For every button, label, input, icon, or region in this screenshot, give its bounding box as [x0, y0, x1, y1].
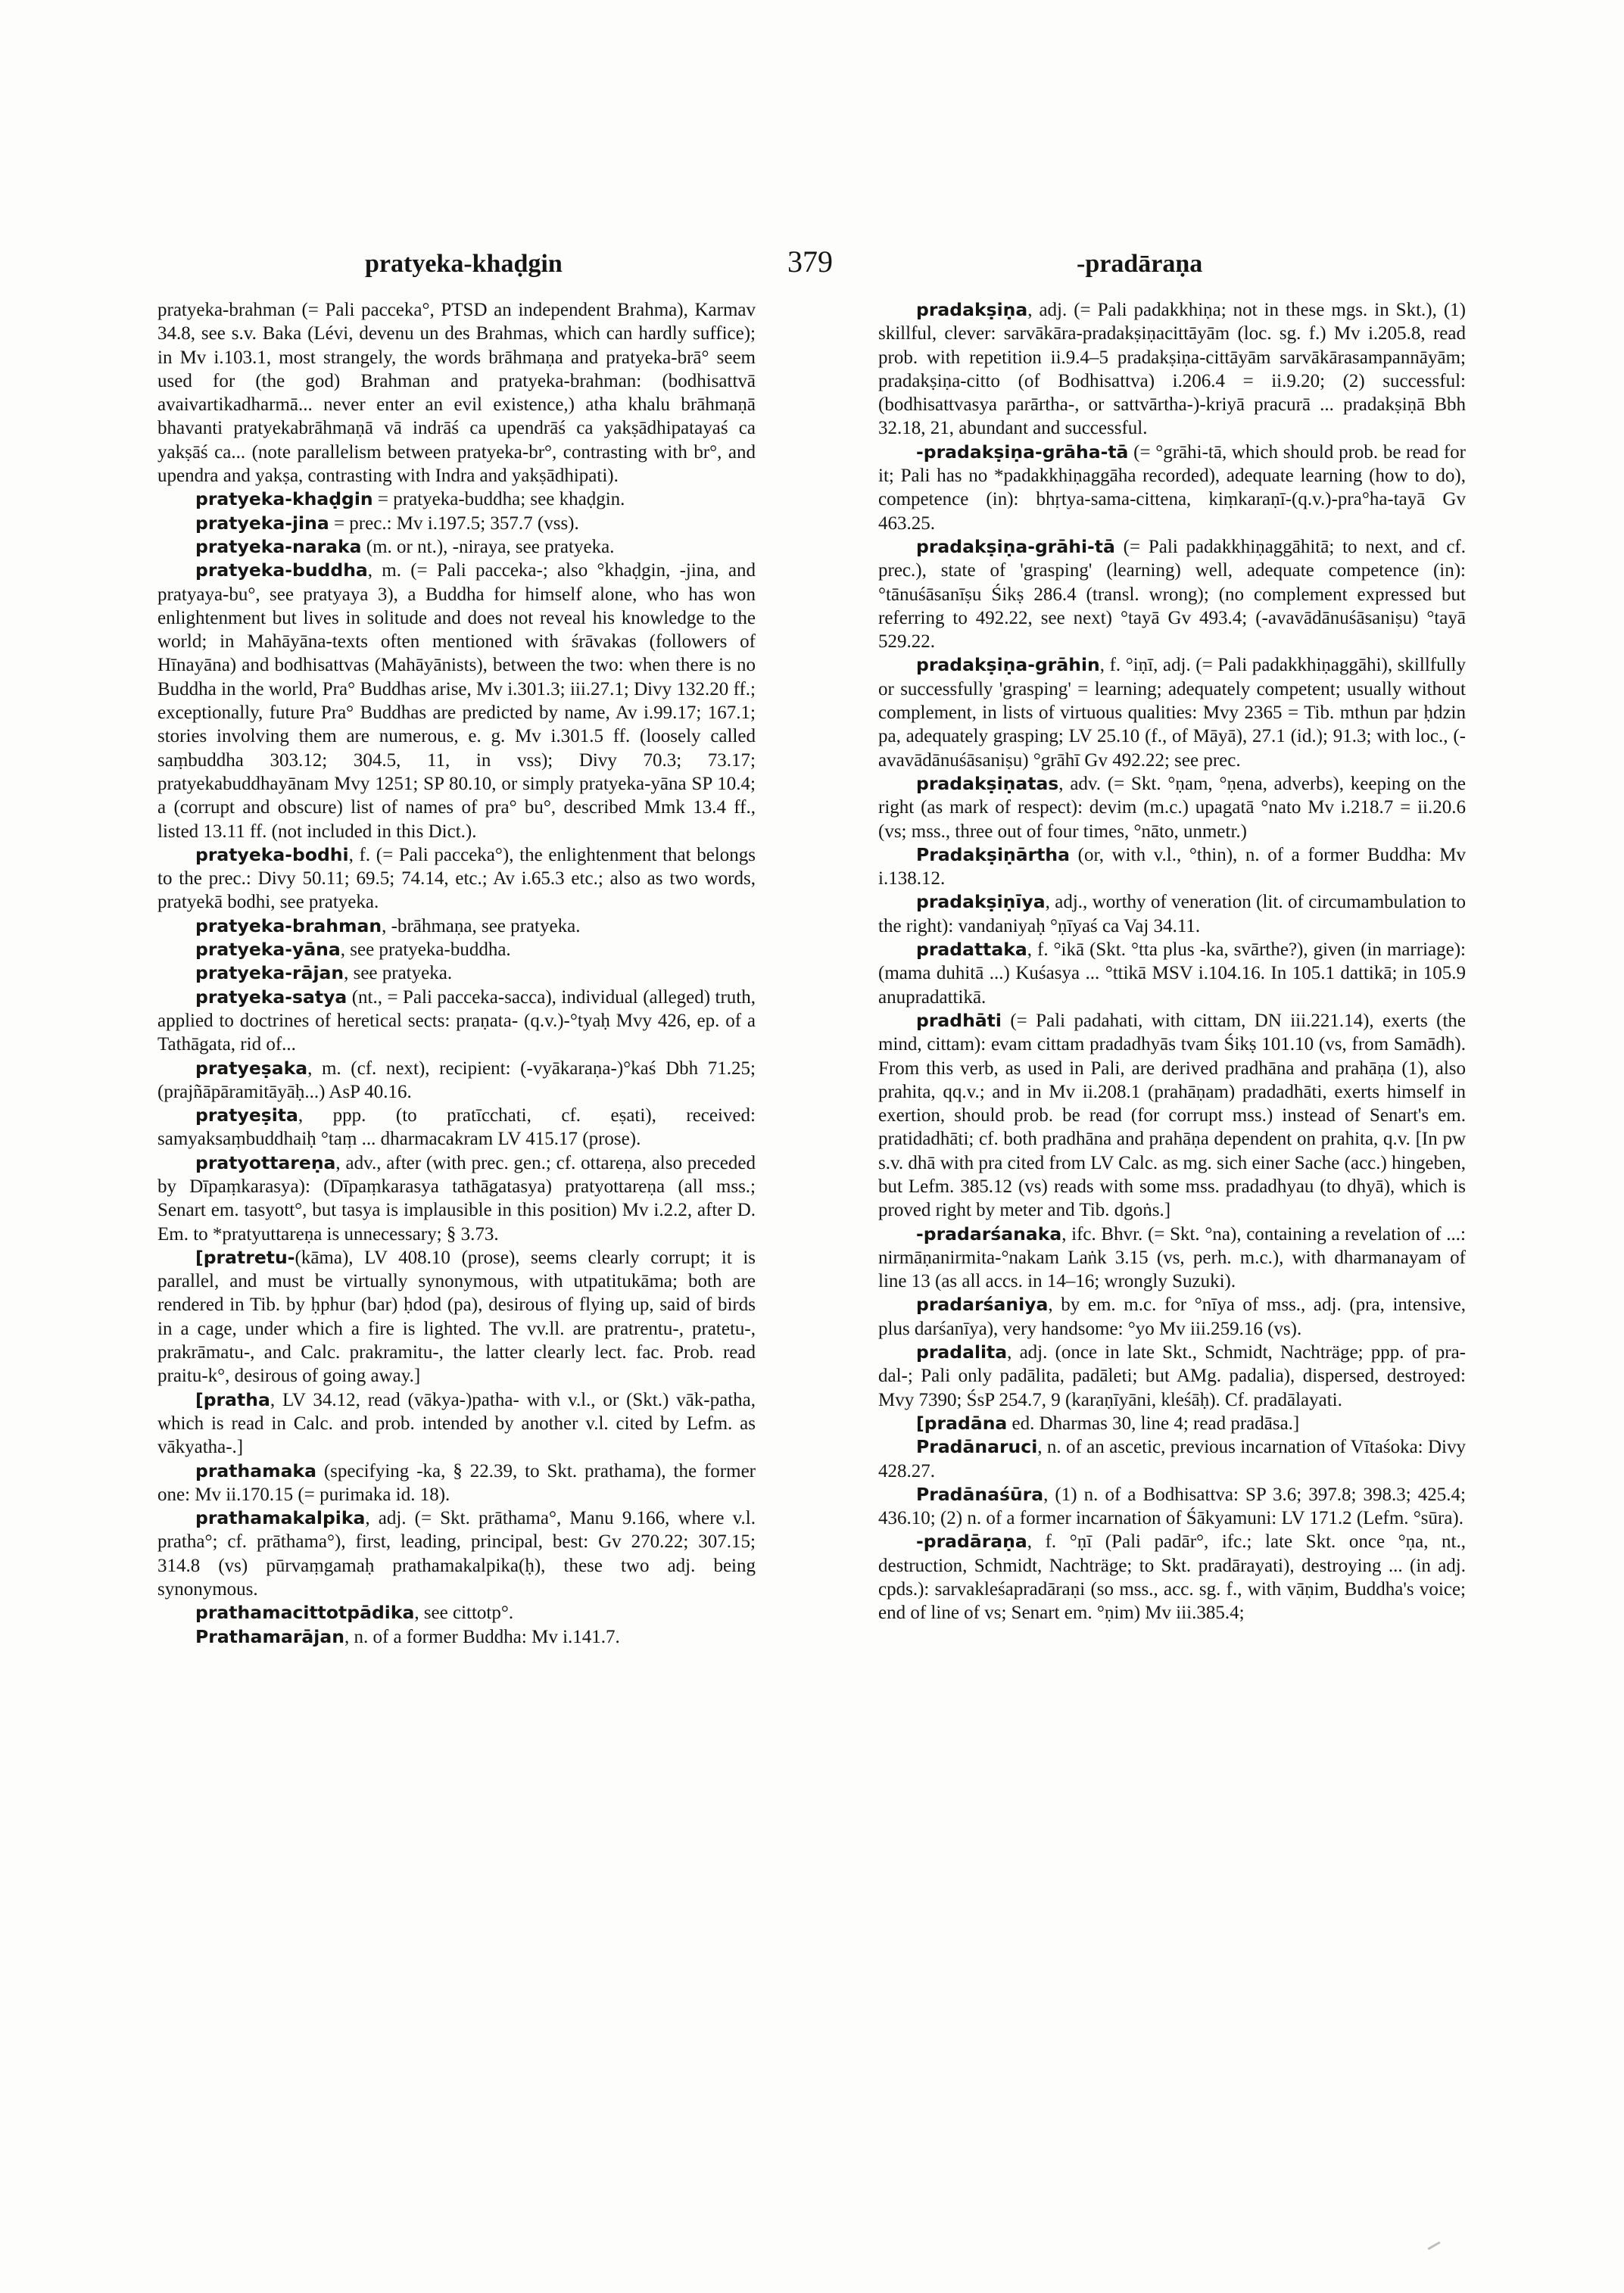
dictionary-entry: [157, 1104, 756, 1151]
dictionary-entry: [878, 890, 1466, 938]
dictionary-entry: [157, 512, 756, 535]
entry-text: , m. (cf. next), recipient: (-vyākaraṇa-)°kaś Dbh 71.25; (prajñāpāramitāyāḥ...) AsP 40.16.: [157, 1058, 756, 1102]
dictionary-entry: [878, 1223, 1466, 1294]
entry-text: , see pratyeka-buddha.: [340, 939, 511, 961]
running-head-left: pratyeka-khaḍgin: [365, 250, 563, 278]
dictionary-entry: [157, 843, 756, 914]
entry-text: , ifc. Bhvr. (= Skt. °na), containing a revelation of ...: nirmāṇanirmita-°nakam Laṅk 3.15 (vs, perh. m.c.), with dharmanayam of line 13 (as all accs. in 14–16; wrongly Suzuki).: [878, 1223, 1466, 1292]
dictionary-entry: [878, 1435, 1466, 1483]
entry-text: , LV 34.12, read (vākya-)patha- with v.l., or (Skt.) vāk-patha, which is read in Calc. and prob. intended by another v.l. cited by Lefm. as vākyatha-.]: [157, 1389, 756, 1458]
entry-text: (or, with v.l., °thin), n. of a former Buddha: Mv i.138.12.: [878, 844, 1466, 889]
scan-mark: [1427, 2242, 1440, 2251]
entry-headword: pratyeka-satya: [195, 986, 348, 1008]
running-head-right: -pradāraṇa: [1077, 250, 1203, 278]
entry-text: , adv. (= Skt. °ṇam, °ṇena, adverbs), keeping on the right (as mark of respect): devim (m.c.) upagatā °nato Mv i.218.7 = ii.20.6 (vs; mss., three out of four times, °nāto, unmetr.): [878, 773, 1466, 842]
entry-headword: -pradāraṇa: [916, 1531, 1027, 1553]
entry-text: ed. Dharmas 30, line 4; read pradāsa.]: [1007, 1413, 1300, 1434]
dictionary-entry: [157, 914, 756, 938]
entry-text: , m. (= Pali pacceka-; also °khaḍgin, -jina, and pratyaya-bu°, see pratyaya 3), a Buddha for himself alone, who has won enlightenment but lives in solitude and does not reveal his knowledge to the world; in Mahāyāna-texts often mentioned with śrāvakas (followers of Hīnayāna) and bodhisattvas (Mahāyānists), between the two: when there is no Buddha in the world, Pra° Buddhas arise, Mv i.301.3; iii.27.1; Divy 132.20 ff.; exceptionally, future Pra° Buddhas are predicted by name, Av i.99.17; 167.1; stories involving them are numerous, e. g. Mv i.301.5 ff. (loosely called saṃbuddha 303.12; 304.5, 11, in vss); Divy 70.3; 73.17; pratyekabuddhayānam Mvy 1251; SP 80.10, or simply pratyeka-yāna SP 10.4; a (corrupt and obscure) list of names of pra° bu°, described Mmk 13.4 ff., listed 13.11 ff. (not included in this Dict.).: [157, 560, 756, 842]
entry-headword: Prathamarājan: [195, 1625, 344, 1647]
entry-text: , adj., worthy of veneration (lit. of circumambulation to the right): vandaniyaḥ °ṇīyaś ca Vaj 34.11.: [878, 892, 1466, 936]
entry-headword: pradattaka: [916, 939, 1027, 961]
entry-text: , f. °ikā (Skt. °tta plus -ka, svārthe?), given (in marriage): (mama duhitā ...) Kuśasya ... °ttikā MSV i.104.16. In 105.1 dattikā; in 105.9 anupradattikā.: [878, 939, 1466, 1008]
dictionary-entry: [157, 1246, 756, 1388]
entry-text: (specifying -ka, § 22.39, to Skt. prathama), the former one: Mv ii.170.15 (= purimaka id. 18).: [157, 1460, 756, 1505]
dictionary-entry: [157, 535, 756, 559]
entry-text: pratyeka-brahman (= Pali pacceka°, PTSD an independent Brahma), Karmav 34.8, see s.v. Baka (Lévi, devenu un des Brahmas, which can hardly suffice); in Mv i.103.1, most strangely, the words brāhmaṇa and pratyeka-brā° seem used for (the god) Brahman and pratyeka-brahman: (bodhisattvā avaivartikadharmā... never enter an evil existence,) atha khalu brāhmaṇā bhavanti pratyekabrāhmaṇā vā indrāś ca upendrāś ca yakṣādhipatayaś ca yakṣāś ca... (note parallelism between pratyeka-br°, contrasting with br°, and upendra and yakṣa, contrasting with Indra and yakṣādhipati).: [157, 300, 756, 487]
entry-headword: Pradakṣiṇārtha: [916, 843, 1071, 865]
left-column: [157, 298, 756, 1649]
dictionary-entry: [157, 298, 756, 488]
entry-headword: prathamakalpika: [195, 1507, 366, 1529]
entry-text: (kāma), LV 408.10 (prose), seems clearly corrupt; it is parallel, and must be virtually synonymous, with utpatitukāma; both are rendered in Tib. by ḥphur (bar) ḥdod (pa), desirous of flying up, said of birds in a cage, under which a fire is lighted. The vv.ll. are pratrentu-, pratetu-, prakrāmatu-, and Calc. prakramitu-, the latter clearly lect. fac. Prob. read praitu-k°, desirous of going away.]: [157, 1247, 756, 1387]
entry-text: = pratyeka-buddha; see khaḍgin.: [372, 489, 625, 510]
dictionary-entry: [878, 1009, 1466, 1223]
entry-text: , by em. m.c. for °nīya of mss., adj. (pra, intensive, plus darśanīya), very handsome: °yo Mv iii.259.16 (vs).: [878, 1294, 1466, 1339]
entry-headword: pratyeka-khaḍgin: [195, 488, 373, 510]
entry-headword: pradakṣiṇa-grāhin: [916, 654, 1100, 676]
dictionary-entry: [157, 1625, 756, 1649]
dictionary-entry: [878, 1483, 1466, 1531]
dictionary-entry: [878, 535, 1466, 653]
entry-headword: pratyottareṇa: [195, 1151, 336, 1173]
dictionary-entry: [157, 961, 756, 985]
dictionary-entry: [157, 938, 756, 961]
entry-headword: pradakṣiṇīya: [916, 891, 1046, 913]
entry-headword: pradarśaniya: [916, 1294, 1049, 1316]
entry-headword: [pradāna: [916, 1412, 1008, 1434]
dictionary-entry: [878, 843, 1466, 891]
entry-headword: pradalita: [916, 1341, 1008, 1363]
entry-headword: pratyeka-yāna: [195, 939, 341, 961]
page-number: 379: [787, 245, 833, 279]
dictionary-entry: [157, 1388, 756, 1460]
entry-text: (= °grāhi-tā, which should prob. be read for it; Pali has no *padakkhiṇaggāha recorded), adequate learning (how to do), competence (in): bhṛtya-sama-cittena, kiṃkaraṇī-(q.v.)-pra°ha-tayā Gv 463.25.: [878, 441, 1466, 534]
right-column: [878, 298, 1466, 1625]
entry-headword: pradakṣiṇa: [916, 299, 1028, 320]
entry-headword: pratyeka-naraka: [195, 535, 362, 557]
dictionary-entry: [878, 1341, 1466, 1412]
entry-headword: -pradarśanaka: [916, 1223, 1062, 1245]
entry-text: , see cittotp°.: [414, 1603, 514, 1624]
entry-text: , f. (= Pali pacceka°), the enlightenment that belongs to the prec.: Divy 50.11; 69.5; 74.14, etc.; Av i.65.3 etc.; also as two words, pratyekā bodhi, see pratyeka.: [157, 844, 756, 913]
dictionary-entry: [157, 1460, 756, 1507]
entry-text: (= Pali padahati, with cittam, DN iii.221.14), exerts (the mind, cittam): evam cittam pradadhyās tvam Śikṣ 101.10 (vs, from Samādh). From this verb, as used in Pali, are derived pradhāna and prahāṇa (1), also prahita, qq.v.; and in Mv ii.208.1 (prahāṇam) pradadhāti, exerts himself in exertion, should prob. be read (for corrupt mss.) instead of Senart's em. pratidadhāti; cf. both pradhāna and prahāṇa dependent on prahita, q.v. [In pw s.v. dhā with pra cited from LV Calc. as mg. sich einer Sache (acc.) hingeben, but Lefm. 385.12 (vs) reads with some mss. pradadhyau (to dhyā), which is proved right by meter and Tib. dgoṅs.]: [878, 1010, 1466, 1221]
dictionary-entry: [878, 1530, 1466, 1625]
entry-text: = prec.: Mv i.197.5; 357.7 (vss).: [329, 512, 579, 534]
entry-text: , see pratyeka.: [344, 963, 453, 984]
dictionary-entry: [157, 1151, 756, 1246]
entry-headword: pratyeka-jina: [195, 512, 329, 534]
entry-headword: pradakṣiṇatas: [916, 772, 1059, 794]
entry-headword: prathamacittotpādika: [195, 1602, 415, 1624]
entry-text: (= Pali padakkhiṇaggāhitā; to next, and cf. prec.), state of 'grasping' (learning) well, adequate competence (in): °tānuśāsanīṣu Śikṣ 286.4 (transl. wrong); (no complement expressed but referring to 492.22, see next) °tayā Gv 493.4; (-avavādānuśāsaniṣu) °tayā 529.22.: [878, 536, 1466, 653]
entry-headword: prathamaka: [195, 1460, 316, 1481]
dictionary-entry: [878, 653, 1466, 771]
entry-text: , ppp. (to pratīcchati, cf. eṣati), received: samyaksaṃbuddhaiḥ °taṃ ... dharmacakram LV 415.17 (prose).: [157, 1105, 756, 1150]
dictionary-entry: [878, 772, 1466, 843]
entry-text: (m. or nt.), -niraya, see pratyeka.: [361, 536, 615, 557]
entry-text: , f. °ṇī (Pali padār°, ifc.; late Skt. once °ṇa, nt., destruction, Schmidt, Nachträge; to Skt. pradārayati), destroying ... (in adj. cpds.): sarvakleśapradāraṇi (so mss., acc. sg. f., with vāṇim, Buddha's voice; end of line of vs; Senart em. °ṇim) Mv iii.385.4;: [878, 1531, 1466, 1624]
entry-headword: pratyeka-rājan: [195, 962, 344, 984]
entry-text: , adj. (= Skt. prāthama°, Manu 9.166, where v.l. pratha°; cf. prāthama°), first, leading, principal, best: Gv 270.22; 307.15; 314.8 (vs) pūrvaṃgamaḥ prathamakalpika(ḥ), these two adj. being synonymous.: [157, 1508, 756, 1600]
entry-headword: pratyeṣaka: [195, 1057, 308, 1079]
entry-headword: Pradānaruci: [916, 1436, 1038, 1458]
entry-headword: [pratha: [195, 1388, 270, 1410]
entry-text: , f. °iṇī, adj. (= Pali padakkhiṇaggāhi), skillfully or successfully 'grasping' = learning; adequately competent; usually without complement, in lists of virtuous qualities: Mvy 2365 = Tib. mthun par ḥdzin pa, adequately grasping; LV 25.10 (f., of Māyā), 27.1 (id.); 91.3; with loc., (-avavādānuśāsaniṣu) °grāhī Gv 492.22; see prec.: [878, 655, 1466, 771]
entry-headword: [pratretu-: [195, 1246, 295, 1268]
dictionary-entry: [878, 298, 1466, 441]
entry-text: , adj. (once in late Skt., Schmidt, Nachträge; ppp. of pra-dal-; Pali only padālita, padāleti; but AMg. padalia), dispersed, destroyed: Mvy 7390; ŚsP 254.7, 9 (karaṇīyāni, kleśāḥ). Cf. pradālayati.: [878, 1342, 1466, 1410]
entry-text: , (1) n. of a Bodhisattva: SP 3.6; 397.8; 398.3; 425.4; 436.10; (2) n. of a former incarnation of Śākyamuni: LV 171.2 (Lefm. °sūra).: [878, 1484, 1466, 1529]
dictionary-entry: [878, 441, 1466, 535]
entry-headword: pradakṣiṇa-grāhi-tā: [916, 535, 1115, 557]
entry-text: , n. of a former Buddha: Mv i.141.7.: [344, 1626, 620, 1647]
entry-text: , adj. (= Pali padakkhiṇa; not in these mgs. in Skt.), (1) skillful, clever: sarvākāra-pradakṣiṇacittāyām (loc. sg. f.) Mv i.205.8, read prob. with repetition ii.9.4–5 pradakṣiṇa-cittāyām sarvākārasampannāyām; pradakṣiṇa-citto (of Bodhisattva) i.206.4 = ii.9.20; (2) successful: (bodhisattvasya parārtha-, or sattvārtha-)-kriyā pracurā ... pradakṣiṇā Bbh 32.18, 21, abundant and successful.: [878, 300, 1466, 439]
entry-text: , n. of an ascetic, previous incarnation of Vītaśoka: Divy 428.27.: [878, 1437, 1466, 1481]
entry-headword: Pradānaśūra: [916, 1483, 1044, 1505]
entry-headword: -pradakṣiṇa-grāha-tā: [916, 441, 1129, 463]
dictionary-entry: [157, 986, 756, 1057]
dictionary-entry: [878, 1293, 1466, 1341]
dictionary-entry: [157, 1057, 756, 1104]
entry-headword: pratyeka-bodhi: [195, 843, 349, 865]
dictionary-entry: [157, 1601, 756, 1625]
dictionary-entry: [878, 1412, 1466, 1435]
entry-text: , adv., after (with prec. gen.; cf. ottareṇa, also preceded by Dīpaṃkarasya): (Dīpaṃkarasya tathāgatasya) pratyottareṇa (all mss.; Senart em. tasyott°, but tasya is implausible in this position) Mv i.2.2, after D. Em. to *pratyuttareṇa is unnecessary; § 3.73.: [157, 1152, 756, 1245]
entry-text: (nt., = Pali pacceka-sacca), individual (alleged) truth, applied to doctrines of heretical sects: praṇata- (q.v.)-°tyaḥ Mvy 426, ep. of a Tathāgata, rid of...: [157, 986, 756, 1055]
entry-headword: pratyeṣita: [195, 1104, 298, 1126]
dictionary-entry: [157, 488, 756, 511]
dictionary-entry: [157, 559, 756, 843]
dictionary-entry: [157, 1506, 756, 1601]
entry-headword: pratyeka-brahman: [195, 914, 382, 936]
entry-text: , -brāhmaṇa, see pratyeka.: [382, 915, 581, 936]
entry-headword: pratyeka-buddha: [195, 559, 368, 581]
dictionary-entry: [878, 938, 1466, 1009]
entry-headword: pradhāti: [916, 1009, 1002, 1031]
